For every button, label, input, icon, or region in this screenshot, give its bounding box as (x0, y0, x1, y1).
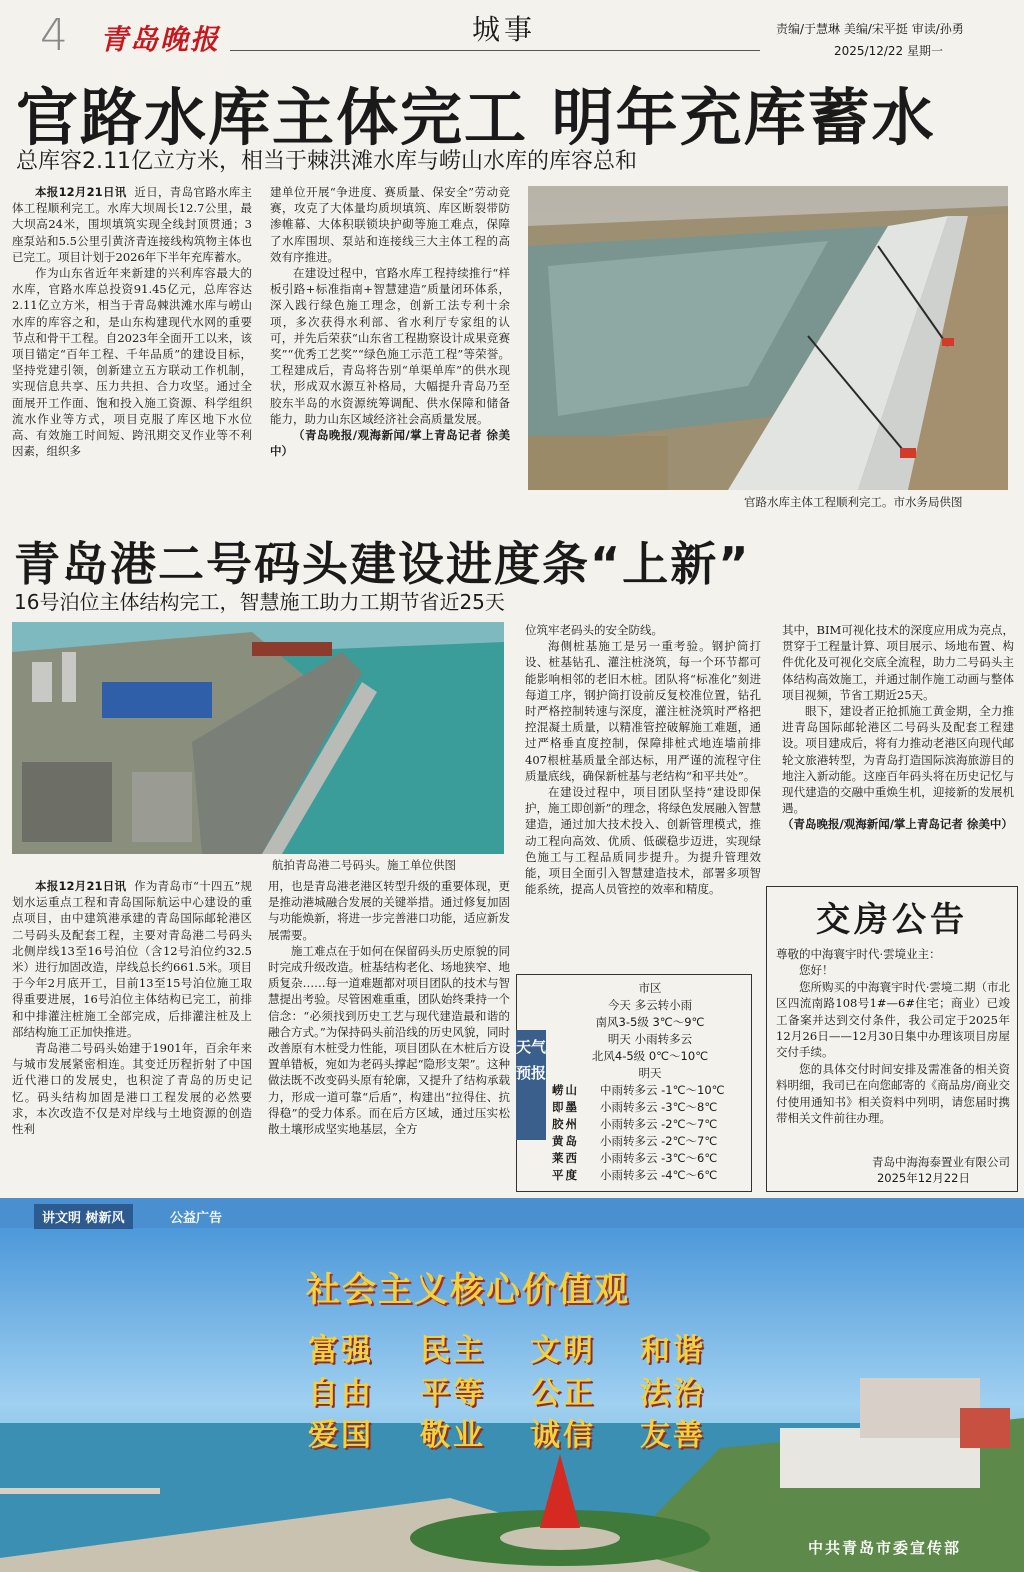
weather-district-row: 崂山 中雨转多云 -1℃～10℃ (552, 1083, 725, 1097)
core-value: 自由 (308, 1376, 374, 1411)
core-value: 民主 (420, 1333, 486, 1368)
public-service-ad (0, 1198, 1024, 1572)
port-aerial-photo (12, 622, 504, 854)
notice-title: 交房公告 (816, 900, 968, 940)
weather-district-row: 胶州 小雨转多云 -2℃～7℃ (552, 1117, 718, 1131)
reservoir-photo (528, 186, 1008, 490)
masthead-logo: 青岛晚报 (100, 23, 221, 56)
article2-headline: 青岛港二号码头建设进度条“上新” (14, 537, 751, 591)
article1-column-2 (270, 184, 510, 510)
article2-paragraph: 青岛港二号码头始建于1901年，百余年来与城市发展紧密相连。其变迁历程折射了中国近代港口的发展史，也积淀了青岛的历史记忆。码头结构加固是港口工程发展的必然要求，本次改造不仅是对岸线与土地资源的创造性利 (12, 1041, 252, 1137)
core-value: 诚信 (530, 1418, 596, 1453)
weather-tomorrow-short: 明天 小雨转多云 (607, 1032, 693, 1046)
weather-today: 今天 多云转小雨 (607, 998, 693, 1012)
article2-dateline: 本报12月21日讯 (35, 879, 127, 893)
weather-forecast (552, 980, 748, 1184)
editor-credits: 责编/于慧琳 美编/宋平挺 审读/孙勇 (776, 22, 964, 36)
article1-headline: 官路水库主体完工 明年充库蓄水 (16, 81, 936, 154)
core-value: 敬业 (420, 1418, 486, 1453)
core-value: 友善 (640, 1418, 706, 1453)
ad-label: 公益广告 (170, 1211, 223, 1226)
weather-city-label: 市区 (638, 981, 662, 995)
article1-paragraph: 在建设过程中，官路水库工程持续推行“样板引路+标准指南+智慧建造”质量闭环体系，深入践行绿色施工理念，创新工法专利十余项，多次获得水利部、省水利厅专家组的认可，并先后荣获“山东省工程勘察设计成果竞赛奖”“优秀工艺奖”“绿色施工示范工程”等荣誉。工程建成后，青岛将告别“单渠单库”的供水现状，形成双水源互补格局，大幅提升青岛乃至胶东半岛的水资源统筹调配、供水保障和储备能力，助力山东区域经济社会高质量发展。 (270, 266, 510, 426)
article1-photo-caption: 官路水库主体工程顺利完工。市水务局供图 (744, 495, 963, 509)
article2-paragraph: 眼下，建设者正抢抓施工黄金期，全力推进青岛国际邮轮港区二号码头及配套工程建设。项目建成后，将有力推动老港区向现代邮轮文旅港转型，为青岛打造国际滨海旅游目的地注入新动能。这座百年码头将在历史记忆与现代建造的交融中重焕生机，迎接新的发展机遇。 (782, 704, 1014, 816)
weather-tomorrow-wind: 北风4-5级 0℃～10℃ (591, 1049, 709, 1063)
weather-badge: 天气预报 (516, 1030, 546, 1140)
notice-body (776, 946, 1010, 1126)
article1-column-1 (12, 184, 252, 510)
article2-photo-caption: 航拍青岛港二号码头。施工单位供图 (272, 858, 456, 872)
article2-column-2 (268, 878, 510, 1192)
article2-paragraph: 作为青岛市“十四五”规划水运重点工程和青岛国际航运中心建设的重点项目，由中建筑港承建的青岛国际邮轮港区二号码头及配套工程，主要对青岛港二号码头北侧岸线13至16号泊位（含12号泊位约32.5米）进行加固改造，岸线总长约661.5米。项目于今年2月底开工，目前13至15号泊位施工取得重要进展，16号泊位主体结构已完工，前排和中排灌注桩施工全部完成，后排灌注桩及上部结构施工正加快推进。 (12, 879, 252, 1039)
ad-title: 社会主义核心价值观 (306, 1270, 630, 1310)
issue-date: 2025/12/22 星期一 (834, 44, 943, 58)
header-divider (230, 50, 760, 51)
article2-credit: （青岛晚报/观海新闻/掌上青岛记者 徐美中） (782, 817, 1013, 832)
article1-credit: （青岛晚报/观海新闻/掌上青岛记者 徐美中） (270, 428, 510, 459)
core-value: 平等 (420, 1376, 486, 1411)
notice-greeting: 您好！ (799, 963, 834, 978)
notice-date: 2025年12月22日 (876, 1171, 970, 1186)
ad-sponsor: 中共青岛市委宣传部 (808, 1539, 962, 1557)
article2-subheadline: 16号泊位主体结构完工，智慧施工助力工期节省近25天 (14, 590, 505, 614)
core-value: 文明 (530, 1333, 596, 1368)
article2-column-3 (525, 622, 761, 964)
core-value: 法治 (640, 1376, 706, 1411)
weather-district-row: 莱西 小雨转多云 -3℃～6℃ (552, 1151, 718, 1165)
article1-subheadline: 总库容2.11亿立方米，相当于棘洪滩水库与崂山水库的库容总和 (16, 149, 637, 174)
section-title: 城事 (472, 13, 537, 46)
article1-paragraph: 建单位开展“争进度、赛质量、保安全”劳动竞赛，攻克了大体量均质坝填筑、库区断裂带防渗帷幕、大体积联锁块护砌等施工难点，保障了水库围坝、泵站和连接线三大主体工程的高效有序推进。 (270, 185, 510, 264)
article1-dateline: 本报12月21日讯 (35, 185, 127, 199)
weather-district-row: 黄岛 小雨转多云 -2℃～7℃ (552, 1134, 718, 1148)
weather-today-wind: 南风3-5级 3℃～9℃ (595, 1015, 705, 1029)
notice-salutation: 尊敬的中海寰宇时代·雲境业主： (776, 947, 941, 961)
article1-paragraph: 作为山东省近年来新建的兴利库容最大的水库，官路水库总投资91.45亿元，总库容达2.11亿立方米，相当于青岛棘洪滩水库与崂山水库的库容之和，是山东构建现代水网的重要节点和骨干工程。自2023年全面开工以来，该项目锚定“百年工程、千年品质”的建设目标，坚持党建引领，创新建立五方联动工作机制，实现信息共享、压力共担、合力攻坚。通过全面展开工作面、饱和投入施工资源、科学组织流水作业等方式，项目克服了库区地下水位高、有效施工时间短、跨汛期交叉作业等不利因素，组织多 (12, 266, 252, 459)
core-value: 富强 (308, 1333, 374, 1368)
core-value: 爱国 (308, 1418, 374, 1453)
article2-paragraph: 其中，BIM可视化技术的深度应用成为亮点，贯穿于工程量计算、项目展示、场地布置、构件优化及可视化交底全流程，助力二号码头主体结构高效施工，并通过制作施工动画与整体项目视频，节省工期近25天。 (782, 623, 1014, 702)
article2-column-1 (12, 878, 252, 1192)
notice-signature (776, 1154, 1010, 1187)
article2-paragraph: 施工难点在于如何在保留码头历史原貌的同时完成升级改造。桩基结构老化、场地狭窄、地质复杂……每一道难题都对项目团队的技术与智慧提出考验。尽管困难重重，团队始终秉持一个信念：“必须找到历史工艺与现代建造最和谐的融合方式。”为保持码头前沿线的历史风貌，同时改善原有木桩受力性能，项目团队在木桩后方设置单错板，宛如为老码头撑起“隐形支架”。这种做法既不改变码头原有轮廓，又提升了结构承载力，形成一道可靠“后盾”，构建出“拉得住、抗得稳”的受力体系。而在后方区域，通过压实松散土壤形成坚实地基层，全方 (268, 943, 510, 1137)
article1-paragraph: 近日，青岛官路水库主体工程顺利完工。水库大坝周长12.7公里，最大坝高24米，围坝填筑实现全线封顶贯通；3座泵站和5.5公里引黄济青连接线构筑物主体也已完工。项目计划于2026年下半年充库蓄水。 (12, 185, 252, 264)
article2-paragraph: 用，也是青岛港老港区转型升级的重要体现，更是推动港城融合发展的关键举措。通过修复加固与功能焕新，将进一步完善港口功能，适应新发展需要。 (268, 879, 510, 942)
page-number: 4 (40, 10, 68, 61)
core-value: 公正 (530, 1376, 596, 1411)
notice-paragraph: 您的具体交付时间安排及需准备的相关资料明细，我司已在向您邮寄的《商品房/商业交付使用通知书》相关资料中列明，请您届时携带相关文件前往办理。 (776, 1061, 1010, 1126)
article2-paragraph: 海侧桩基施工是另一重考验。钢护筒打设、桩基钻孔、灌注桩浇筑，每一个环节都可能影响相邻的老旧木桩。团队将“标准化”刻进每道工序，钢护筒打设前反复校准位置，钻孔时严格控制转速与深度，灌注桩浇筑时严格把控混凝土质量，以精准管控破解施工难题，通过严格垂直度控制，保障排桩式地连墙前排407根桩基质量全部达标，用严谨的流程守住质量底线，确保新桩基与老结构“和平共处”。 (525, 639, 761, 783)
weather-district-row: 平度 小雨转多云 -4℃～6℃ (552, 1168, 718, 1182)
article2-paragraph: 位筑牢老码头的安全防线。 (525, 623, 663, 637)
notice-paragraph: 您所购买的中海寰宇时代·雲境二期（市北区四流南路108号1#—6#住宅；商业）已竣工备案并达到交付条件，我公司定于2025年12月26日——12月30日集中办理该项目房屋交付手续。 (776, 979, 1010, 1060)
article2-paragraph: 在建设过程中，项目团队坚持“建设即保护，施工即创新”的理念，将绿色发展融入智慧建造，通过加大技术投入、创新管理模式，推动工程向高效、优质、低碳稳步迈进，实现绿色施工与工程品质同步提升。为提升管理效能，项目全面引入智慧建造技术，部署多项智能系统，提高人员管控的效率和精度。 (525, 785, 761, 897)
article2-column-4 (782, 622, 1014, 880)
core-value: 和谐 (640, 1333, 706, 1368)
weather-tomorrow-label: 明天 (638, 1066, 662, 1080)
weather-district-row: 即墨 小雨转多云 -3℃～8℃ (552, 1100, 718, 1114)
notice-company: 青岛中海海泰置业有限公司 (872, 1155, 1010, 1169)
ad-tag: 讲文明 树新风 (34, 1204, 133, 1229)
